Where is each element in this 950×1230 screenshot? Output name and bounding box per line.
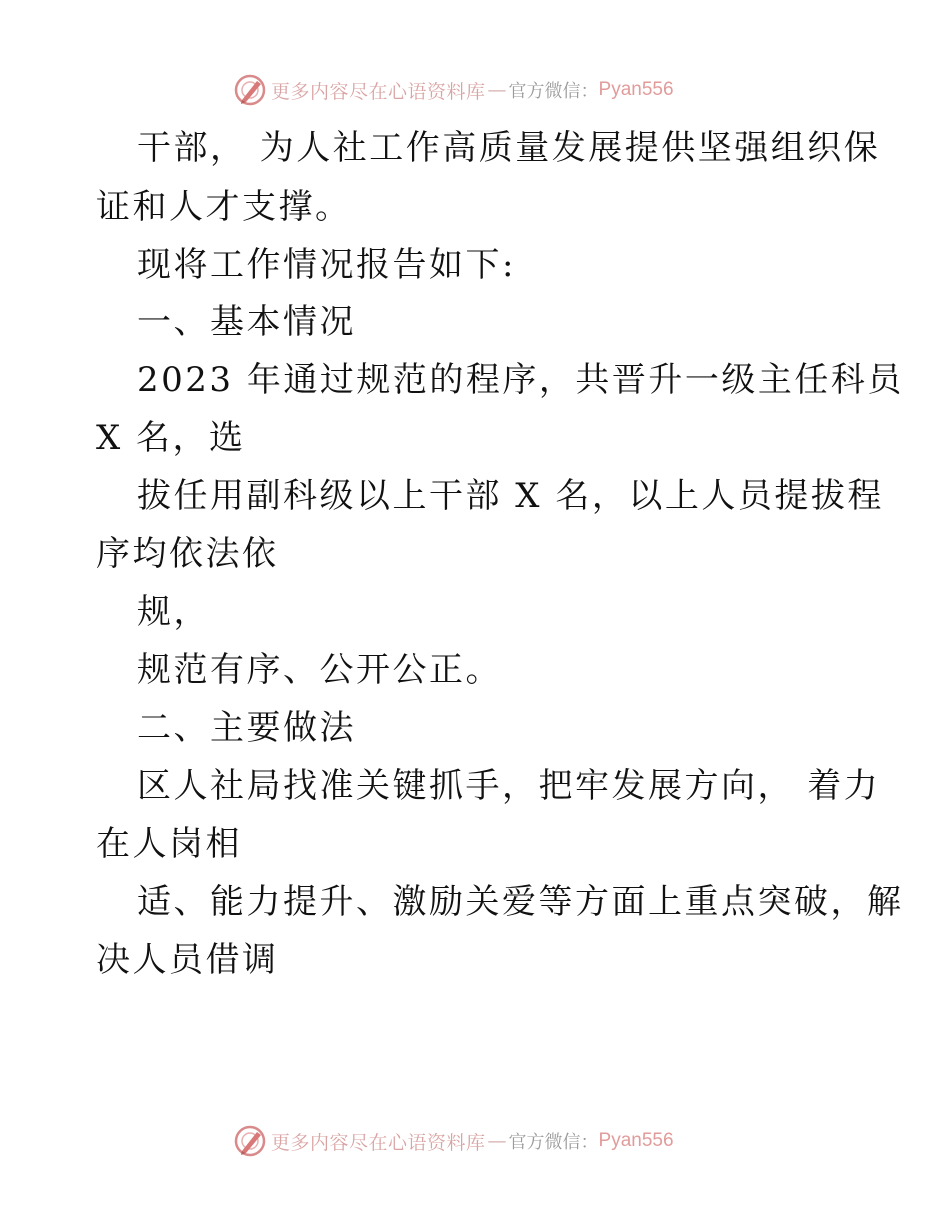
paragraph-line: 干部， 为人社工作高质量发展提供坚强组织保 — [137, 128, 881, 168]
watermark-wechat-id: Pyan556 — [598, 79, 674, 100]
watermark-dash: — — [487, 1130, 507, 1152]
pen-logo-icon — [233, 73, 267, 107]
watermark-label: 官方微信： — [508, 81, 599, 102]
footer-watermark — [233, 1121, 674, 1161]
watermark-wechat-id: Pyan556 — [598, 1130, 674, 1151]
paragraph-line: 区人社局找准关键抓手，把牢发展方向， 着力 — [137, 766, 881, 806]
watermark-label: 官方微信： — [508, 1132, 599, 1153]
section-heading: 一、基本情况 — [137, 302, 356, 342]
pen-logo-icon — [233, 1124, 267, 1158]
paragraph-line: 拔任用副科级以上干部 X 名，以上人员提拔程 — [137, 476, 884, 516]
section-heading: 二、主要做法 — [137, 708, 356, 748]
paragraph-line: 适、能力提升、激励关爱等方面上重点突破，解 — [137, 882, 904, 922]
paragraph-line: 规范有序、公开公正。 — [137, 650, 502, 690]
paragraph-line: 规， — [137, 592, 210, 632]
paragraph-line: 序均依法依 — [96, 534, 279, 574]
paragraph-line: 现将工作情况报告如下: — [137, 245, 516, 285]
paragraph-line: X 名，选 — [96, 418, 246, 458]
paragraph-line: 2023 年通过规范的程序，共晋升一级主任科员 — [137, 360, 904, 400]
paragraph-line: 证和人才支撑。 — [96, 187, 352, 227]
paragraph-line: 在人岗相 — [96, 824, 242, 864]
watermark-text: 更多内容尽在心语资料库 — [271, 1131, 486, 1154]
paragraph-line: 决人员借调 — [96, 940, 279, 980]
header-watermark — [233, 70, 674, 110]
watermark-text: 更多内容尽在心语资料库 — [271, 80, 486, 103]
watermark-dash: — — [487, 79, 507, 101]
